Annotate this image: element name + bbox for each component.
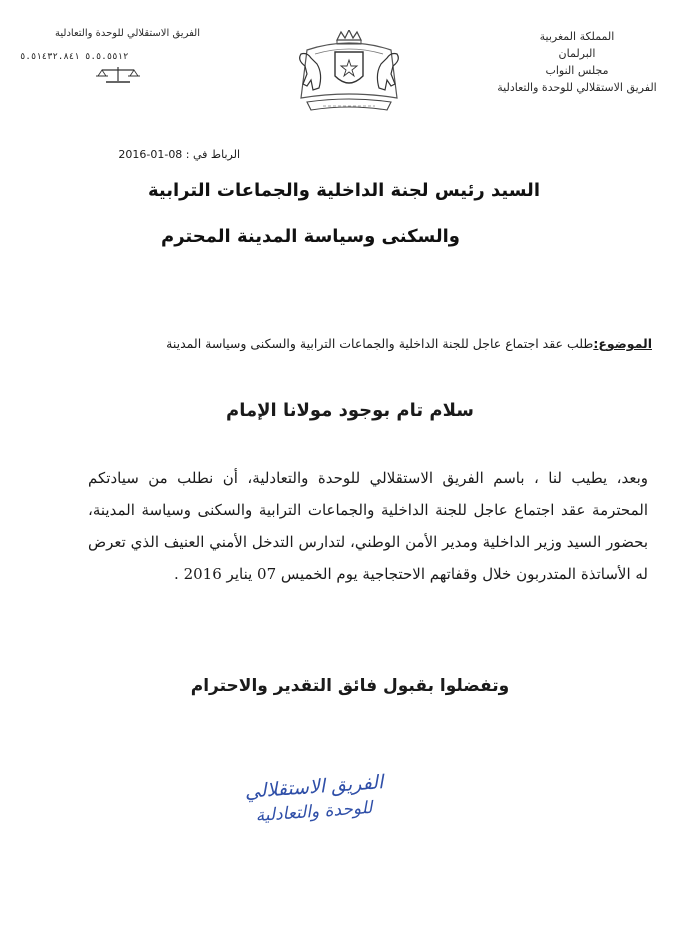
addressee-line-2: والسكنى وسياسة المدينة المحترم [161, 226, 460, 247]
addressee-line-1: السيد رئيس لجنة الداخلية والجماعات الترابية [147, 180, 540, 201]
closing-formula: وتفضلوا بقبول فائق التقدير والاحترام [190, 676, 510, 696]
greeting: سلام تام بوجود مولانا الإمام [226, 400, 474, 421]
letterhead-left-group: الفريق الاستقلالي للوحدة والتعادلية [55, 28, 200, 39]
signature-line-2: للوحدة والتعادلية [254, 797, 374, 827]
date-line: الرباط في : 08-01-2016 [118, 148, 240, 161]
signature-line-1: الفريق الاستقلالي [244, 771, 384, 803]
parliament-label: البرلمان [558, 47, 596, 60]
letter-body: وبعد، يطيب لنا ، باسم الفريق الاستقلالي للوحدة والتعادلية، أن نطلب من سيادتكم المحترمة عقد اجتماع عاجل للجنة الداخلية والجماعات الترابية والسكنى وسياسة المدينة، بحضور السيد وزير الداخلية ومدير الأمن الوطني، لتدارس التدخل الأمني العنيف الذي تعرض له الأساتذة المتدربون خلال وقفاتهم الاحتجاجية يوم الخميس 07 يناير 2016 . [88, 469, 648, 583]
coat-of-arms-icon [287, 30, 411, 116]
kingdom-label: المملكة المغربية [539, 30, 615, 43]
subject-text: طلب عقد اجتماع عاجل للجنة الداخلية والجماعات الترابية والسكنى وسياسة المدينة [166, 336, 594, 351]
house-label: مجلس النواب [545, 64, 609, 77]
letterhead-right [482, 28, 672, 96]
group-label: الفريق الاستقلالي للوحدة والتعادلية [497, 81, 657, 94]
subject-label: الموضوع: [593, 336, 652, 351]
fax-numbers: ٥.٥.٥٥١٢ ٥.٥١٤٣٢.٨٤١ [20, 52, 129, 62]
subject-line [166, 336, 652, 351]
scales-icon [96, 66, 140, 84]
signature-stamp [224, 770, 404, 850]
